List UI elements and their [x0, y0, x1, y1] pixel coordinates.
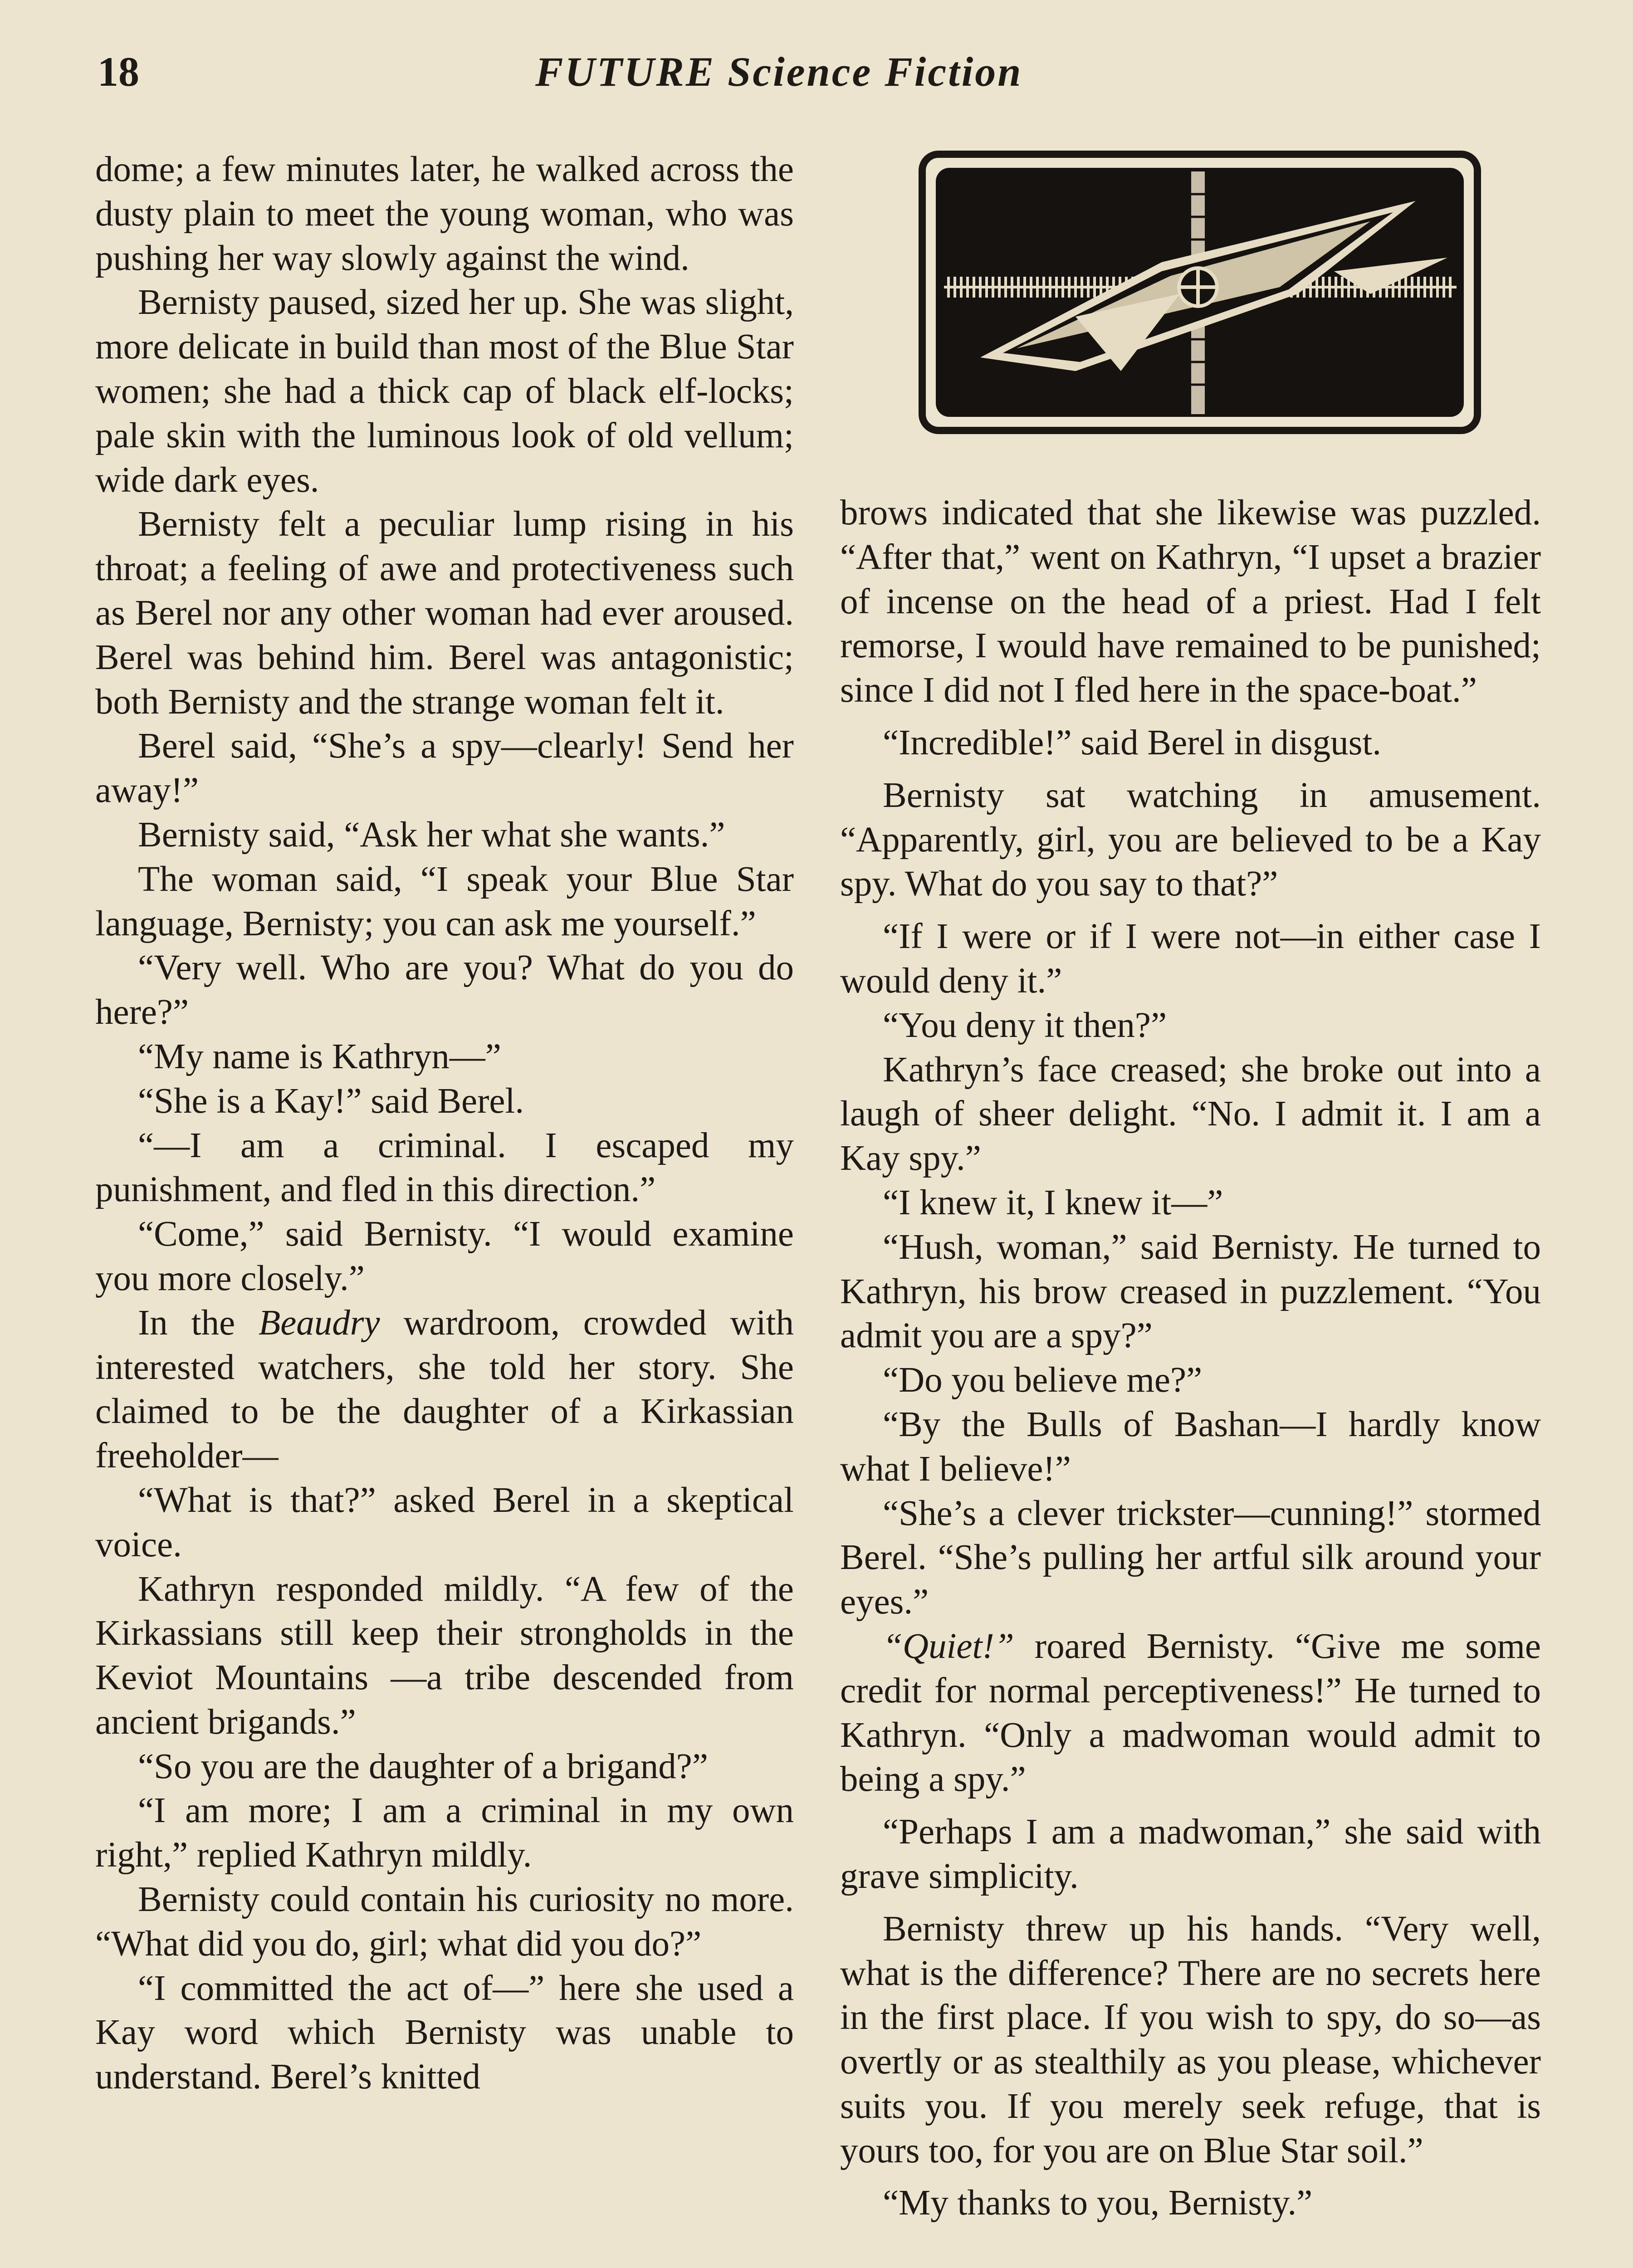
paragraph: “By the Bulls of Bashan—I hardly know what I believe!” — [840, 1404, 1541, 1489]
paragraph: dome; a few minutes later, he walked across the dusty plain to meet the young woman, who was pushing her way slowly against the wind. — [95, 150, 794, 278]
paragraph: “Quiet!” roared Bernisty. “Give me some credit for normal perceptiveness!” He turned to Kathryn. “Only a madwoman would admit to being a spy.” — [840, 1626, 1541, 1799]
paragraph: “I am more; I am a criminal in my own right,” replied Kathryn mildly. — [95, 1791, 794, 1875]
paragraph: Kathryn responded mildly. “A few of the Kirkassians still keep their strongholds in the Keviot Mountains —a tribe descended from ancient brigands.” — [95, 1569, 794, 1742]
paragraph: “Incredible!” said Berel in disgust. — [883, 723, 1382, 763]
paragraph: “You deny it then?” — [883, 1005, 1167, 1045]
paragraph: Kathryn’s face creased; she broke out into a laugh of sheer delight. “No. I admit it. I am a Kay spy.” — [840, 1050, 1541, 1178]
paragraph: In the Beaudry wardroom, crowded with interested watchers, she told her story. She claimed to be the daughter of a Kirkassian freeholder— — [95, 1303, 794, 1476]
paragraph: “She’s a clever trickster—cunning!” stormed Berel. “She’s pulling her artful silk around your eyes.” — [840, 1493, 1541, 1622]
paragraph: “She is a Kay!” said Berel. — [138, 1081, 524, 1121]
paragraph: “Do you believe me?” — [883, 1360, 1203, 1400]
paragraph: “Hush, woman,” said Bernisty. He turned to Kathryn, his brow creased in puzzlement. “You admit you are a spy?” — [840, 1227, 1541, 1356]
text-column-right — [840, 491, 1541, 2225]
paragraph: “I knew it, I knew it—” — [883, 1183, 1223, 1222]
paragraph: Berel said, “She’s a spy—clearly! Send her away!” — [95, 726, 794, 811]
page-number: 18 — [98, 49, 139, 95]
paragraph: The woman said, “I speak your Blue Star language, Bernisty; you can ask me yourself.” — [95, 859, 794, 943]
paragraph: “If I were or if I were not—in either case I would deny it.” — [840, 917, 1541, 1001]
paragraph: Bernisty sat watching in amusement. “Apparently, girl, you are believed to be a Kay spy. What do you say to that?” — [840, 775, 1541, 904]
paragraph: brows indicated that she likewise was puzzled. “After that,” went on Kathryn, “I upset a brazier of incense on the head of a priest. Had I felt remorse, I would have remained to be punished; since I did not I fled here in the space-boat.” — [840, 493, 1541, 710]
paragraph: “My thanks to you, Bernisty.” — [883, 2183, 1313, 2223]
spaceship-icon — [926, 158, 1474, 427]
paragraph: Bernisty said, “Ask her what she wants.” — [138, 815, 725, 855]
paragraph: Bernisty felt a peculiar lump rising in his throat; a feeling of awe and protectiveness such as Berel nor any other woman had ever aroused. Berel was behind him. Berel was antagonistic; both Bernisty and the strange woman felt it. — [95, 504, 794, 722]
paragraph: Bernisty could contain his curiosity no more. “What did you do, girl; what did you do?” — [95, 1880, 794, 1964]
paragraph: “I committed the act of—” here she used a Kay word which Bernisty was unable to understand. Berel’s knitted — [95, 1968, 794, 2097]
paragraph: “—I am a criminal. I escaped my punishment, and fled in this direction.” — [95, 1125, 794, 1210]
spaceship-illustration — [919, 151, 1481, 434]
paragraph: “My name is Kathryn—” — [138, 1036, 501, 1076]
paragraph: “Perhaps I am a madwoman,” she said with grave simplicity. — [840, 1812, 1541, 1896]
text-column-left — [95, 147, 794, 2099]
paragraph: “What is that?” asked Berel in a skeptical voice. — [95, 1480, 794, 1564]
paragraph: “So you are the daughter of a brigand?” — [138, 1746, 708, 1786]
paragraph: “Very well. Who are you? What do you do here?” — [95, 948, 794, 1032]
paragraph: “Come,” said Bernisty. “I would examine you more closely.” — [95, 1214, 794, 1298]
paragraph: Bernisty paused, sized her up. She was slight, more delicate in build than most of the Blue Star women; she had a thick cap of black elf-locks; pale skin with the luminous look of old vellum; wide dark eyes. — [95, 283, 794, 500]
running-title: FUTURE Science Fiction — [535, 49, 1023, 95]
paragraph: Bernisty threw up his hands. “Very well, what is the difference? There are no secrets here in the first place. If you wish to spy, do so—as overtly or as stealthily as you please, whichever suits you. If you merely seek refuge, that is yours too, for you are on Blue Star soil.” — [840, 1909, 1541, 2170]
